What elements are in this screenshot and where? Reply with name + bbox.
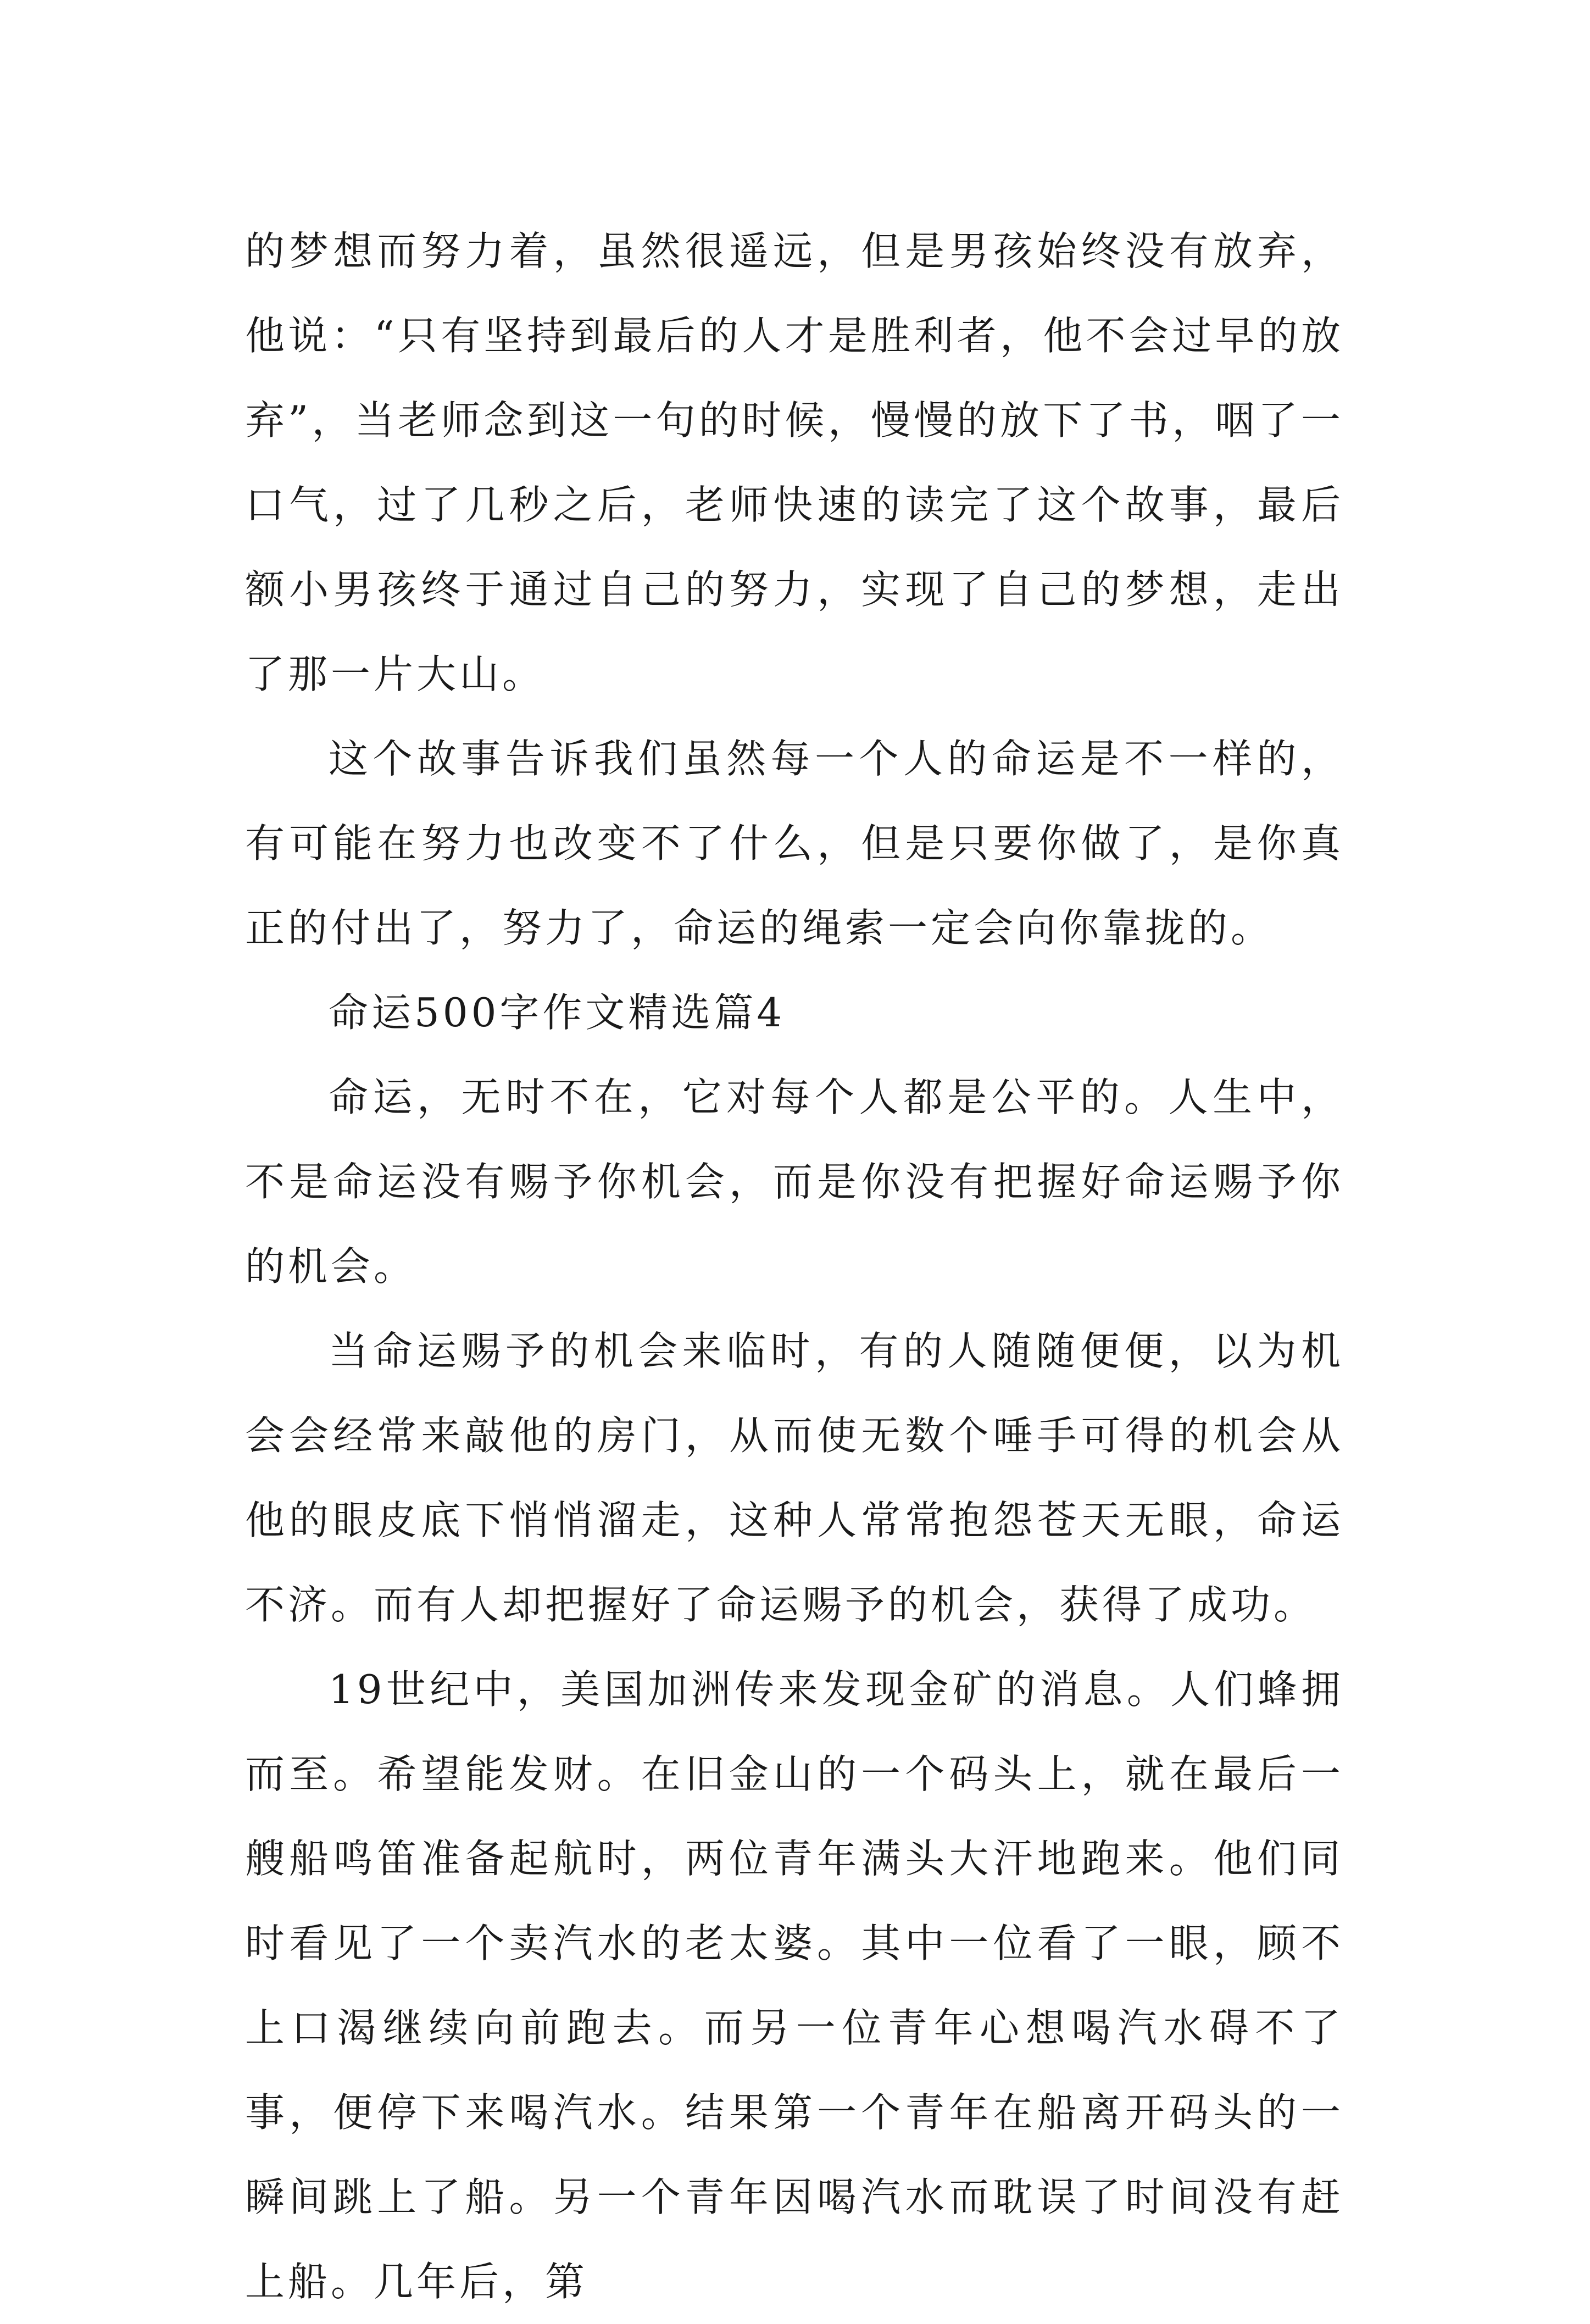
- paragraph-1: 的梦想而努力着，虽然很遥远，但是男孩始终没有放弃，他说：“只有坚持到最后的人才是胜利者，他不会过早的放弃”，当老师念到这一句的时候，慢慢的放下了书，咽了一口气，过了几秒之后，老师快速的读完了这个故事，最后额小男孩终于通过自己的努力，实现了自己的梦想，走出了那一片大山。: [245, 228, 1344, 697]
- paragraph-2: 这个故事告诉我们虽然每一个人的命运是不一样的，有可能在努力也改变不了什么，但是只要你做了，是你真正的付出了，努力了，命运的绳索一定会向你靠拢的。: [245, 736, 1344, 951]
- document-body: [245, 209, 1344, 2324]
- paragraph-4: 当命运赐予的机会来临时，有的人随随便便，以为机会会经常来敲他的房门，从而使无数个唾手可得的机会从他的眼皮底下悄悄溜走，这种人常常抱怨苍天无眼，命运不济。而有人却把握好了命运赐予的机会，获得了成功。: [245, 1328, 1344, 1628]
- section-heading: 命运500字作文精选篇4: [329, 989, 786, 1036]
- paragraph-3: 命运，无时不在，它对每个人都是公平的。人生中，不是命运没有赐予你机会，而是你没有把握好命运赐予你的机会。: [245, 1074, 1344, 1289]
- paragraph-5: 19世纪中，美国加洲传来发现金矿的消息。人们蜂拥而至。希望能发财。在旧金山的一个码头上，就在最后一艘船鸣笛准备起航时，两位青年满头大汗地跑来。他们同时看见了一个卖汽水的老太婆。其中一位看了一眼，顾不上口渴继续向前跑去。而另一位青年心想喝汽水碍不了事，便停下来喝汽水。结果第一个青年在船离开码头的一瞬间跳上了船。另一个青年因喝汽水而耽误了时间没有赶上船。几年后，第: [245, 1666, 1344, 2305]
